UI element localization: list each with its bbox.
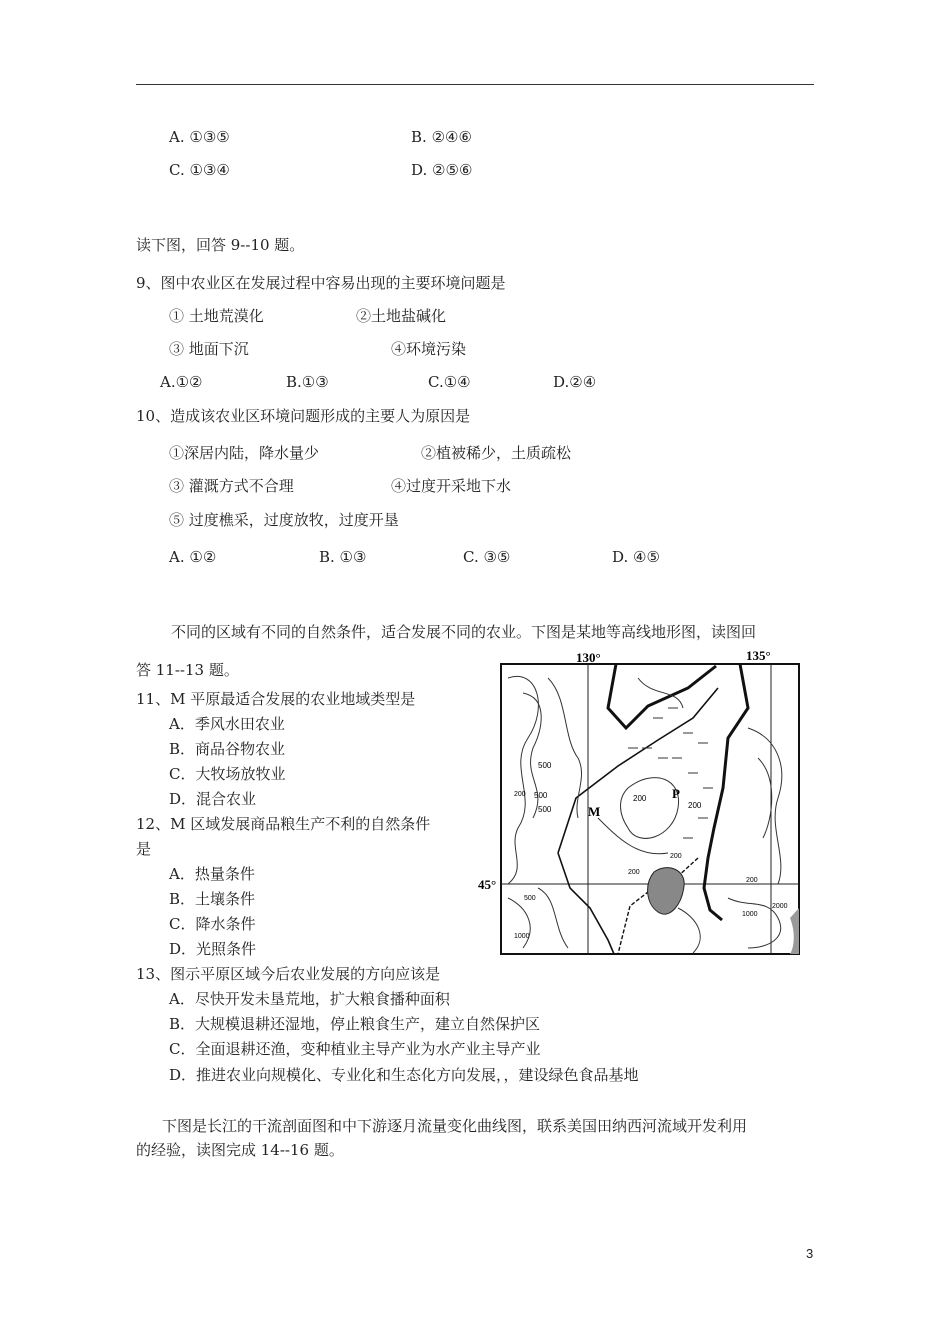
- q8-option-d: D. ②⑤⑥: [411, 161, 473, 179]
- contour-label: 1000: [742, 911, 758, 918]
- q13-option-b: B．大规模退耕还湿地，停止粮食生产，建立自然保护区: [169, 1015, 541, 1033]
- q10-item-4: ④过度开采地下水: [391, 477, 512, 495]
- q9-option-a: A.①②: [160, 373, 203, 391]
- q12-stem-line1: 12、M 区域发展商品粮生产不利的自然条件: [136, 815, 431, 833]
- q10-stem: 10、造成该农业区环境问题形成的主要人为原因是: [136, 407, 471, 425]
- q9-item-3: ③ 地面下沉: [169, 340, 249, 358]
- q11-option-a: A．季风水田农业: [169, 715, 285, 733]
- q9-item-4: ④环境污染: [391, 340, 467, 358]
- q13-option-d: D．推进农业向规模化、专业化和生态化方向发展，，建设绿色食品基地: [169, 1066, 639, 1084]
- q10-item-1: ①深居内陆，降水量少: [169, 444, 320, 462]
- map-lon-135: 135°: [746, 648, 771, 663]
- map-lon-130: 130°: [576, 650, 601, 665]
- q9-option-b: B.①③: [286, 373, 329, 391]
- intro-11-13-line1: 不同的区域有不同的自然条件，适合发展不同的农业。下图是某地等高线地形图，读图回: [171, 623, 757, 641]
- q12-option-a: A．热量条件: [169, 865, 255, 883]
- q10-option-c: C. ③⑤: [463, 548, 511, 566]
- q12-stem-line2: 是: [136, 840, 152, 858]
- contour-label: 500: [534, 791, 548, 800]
- q13-option-c: C．全面退耕还渔，变种植业主导产业为水产业主导产业: [169, 1040, 541, 1058]
- contour-label: 2000: [772, 903, 788, 910]
- q10-option-d: D. ④⑤: [612, 548, 660, 566]
- header-rule: [136, 84, 814, 85]
- map-label-p: P: [672, 786, 680, 801]
- contour-label: 200: [670, 853, 682, 860]
- q12-option-c: C．降水条件: [169, 915, 256, 933]
- contour-label: 500: [524, 895, 536, 902]
- intro-14-16-line1: 下图是长江的干流剖面图和中下游逐月流量变化曲线图，联系美国田纳西河流域开发利用: [162, 1117, 748, 1135]
- contour-label: 200: [633, 794, 647, 803]
- q13-stem: 13、图示平原区域今后农业发展的方向应该是: [136, 965, 441, 983]
- contour-map: [478, 648, 814, 958]
- q9-option-d: D.②④: [553, 373, 597, 391]
- map-lat-45: 45°: [478, 877, 497, 892]
- contour-label: 200: [514, 791, 526, 798]
- q8-option-a: A. ①③⑤: [169, 128, 230, 146]
- contour-label: 200: [628, 869, 640, 876]
- q11-option-b: B．商品谷物农业: [169, 740, 286, 758]
- contour-label: 200: [746, 877, 758, 884]
- q8-option-b: B. ②④⑥: [411, 128, 472, 146]
- q9-option-c: C.①④: [428, 373, 471, 391]
- q12-option-d: D．光照条件: [169, 940, 257, 958]
- q10-item-3: ③ 灌溉方式不合理: [169, 477, 294, 495]
- q10-option-b: B. ①③: [319, 548, 367, 566]
- q9-stem: 9、图中农业区在发展过程中容易出现的主要环境问题是: [136, 274, 506, 292]
- q9-item-1: ① 土地荒漠化: [169, 307, 264, 325]
- intro-14-16-line2: 的经验，读图完成 14--16 题。: [136, 1141, 344, 1159]
- q11-option-d: D．混合农业: [169, 790, 257, 808]
- q11-stem: 11、M 平原最适合发展的农业地域类型是: [136, 690, 416, 708]
- contour-label: 200: [688, 801, 702, 810]
- q10-item-2: ②植被稀少，土质疏松: [421, 444, 572, 462]
- contour-label: 500: [538, 805, 552, 814]
- q10-option-a: A. ①②: [169, 548, 217, 566]
- q10-item-5: ⑤ 过度樵采，过度放牧，过度开垦: [169, 511, 399, 529]
- contour-label: 500: [538, 761, 552, 770]
- page-number: 3: [806, 1246, 814, 1261]
- intro-11-13-line2: 答 11--13 题。: [136, 661, 239, 679]
- map-label-m: M: [588, 804, 601, 819]
- q9-item-2: ②土地盐碱化: [356, 307, 447, 325]
- q11-option-c: C．大牧场放牧业: [169, 765, 286, 783]
- q8-option-c: C. ①③④: [169, 161, 230, 179]
- q12-option-b: B．土壤条件: [169, 890, 256, 908]
- contour-label: 1000: [514, 933, 530, 940]
- intro-9-10: 读下图，回答 9--10 题。: [136, 236, 305, 254]
- q13-option-a: A．尽快开发未垦荒地，扩大粮食播种面积: [169, 990, 450, 1008]
